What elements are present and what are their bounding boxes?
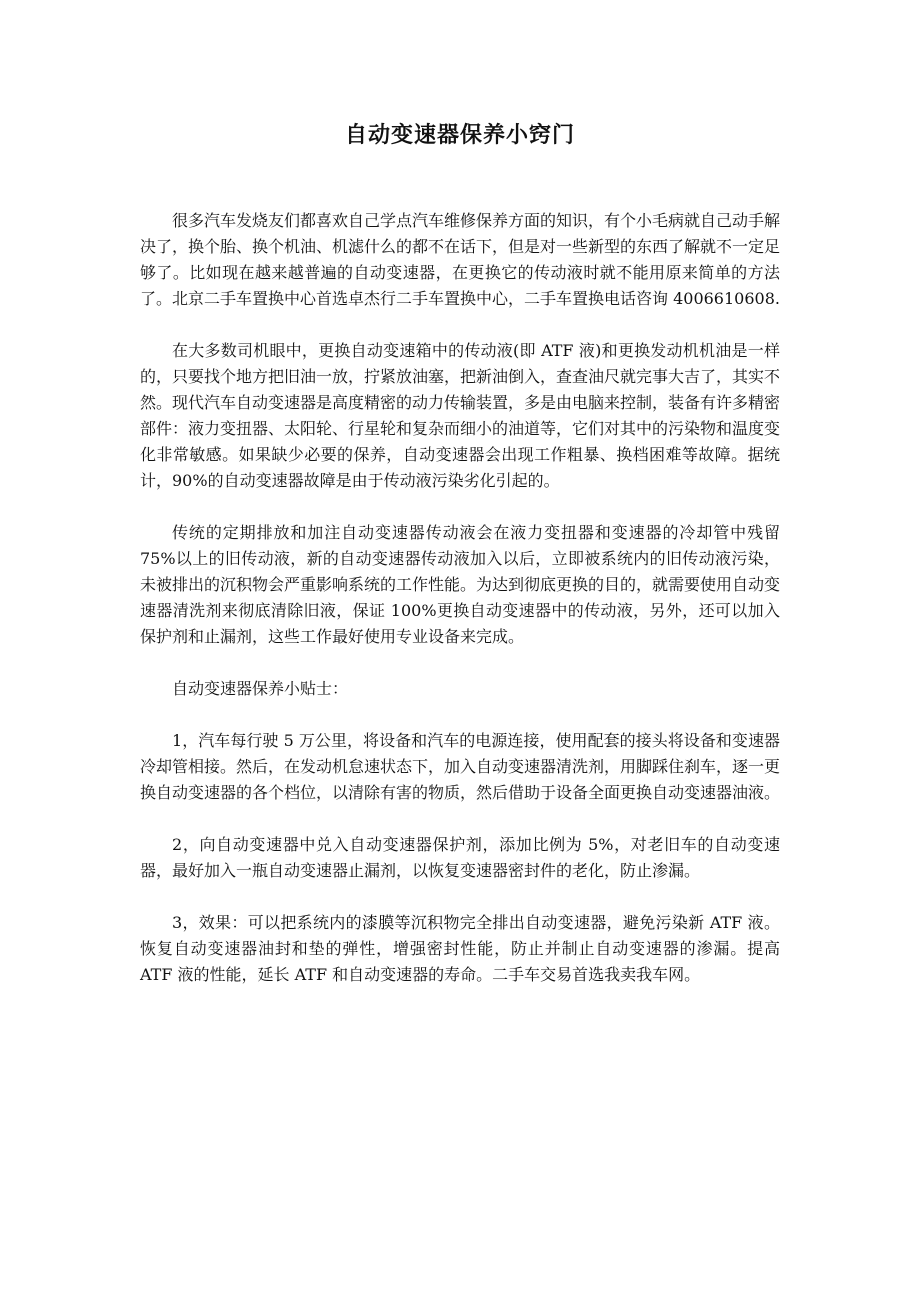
paragraph-intro: 很多汽车发烧友们都喜欢自己学点汽车维修保养方面的知识，有个小毛病就自己动手解决了，换个胎、换个机油、机滤什么的都不在话下，但是对一些新型的东西了解就不一定足够了。比如现在越来越普遍的自动变速器，在更换它的传动液时就不能用原来简单的方法了。北京二手车置换中心首选卓杰行二手车置换中心，二手车置换电话咨询 4006610608. xyxy=(140,211,781,308)
document-title: 自动变速器保养小窍门 xyxy=(344,122,575,148)
document-body xyxy=(140,208,780,1014)
paragraph-atf-misconception: 在大多数司机眼中，更换自动变速箱中的传动液(即 ATF 液)和更换发动机机油是一样的，只要找个地方把旧油一放，拧紧放油塞，把新油倒入，查查油尺就完事大吉了，其实不然。现代汽车自动变速器是高度精密的动力传输装置，多是由电脑来控制，装备有许多精密部件：液力变扭器、太阳轮、行星轮和复杂而细小的油道等，它们对其中的污染物和温度变化非常敏感。如果缺少必要的保养，自动变速器会出现工作粗暴、换档困难等故障。据统计，90%的自动变速器故障是由于传动液污染劣化引起的。 xyxy=(140,341,781,490)
paragraph-tips-heading: 自动变速器保养小贴士： xyxy=(172,679,349,698)
paragraph-tip-3: 3，效果：可以把系统内的漆膜等沉积物完全排出自动变速器，避免污染新 ATF 液。恢复自动变速器油封和垫的弹性，增强密封性能，防止并制止自动变速器的渗漏。提高 ATF 液的性能，延长 ATF 和自动变速器的寿命。二手车交易首选我卖我车网。 xyxy=(140,913,780,984)
paragraph-tip-1: 1，汽车每行驶 5 万公里，将设备和汽车的电源连接，使用配套的接头将设备和变速器冷却管相接。然后，在发动机怠速状态下，加入自动变速器清洗剂，用脚踩住刹车，逐一更换自动变速器的各个档位，以清除有害的物质，然后借助于设备全面更换自动变速器油液。 xyxy=(140,731,781,802)
paragraph-cleaning-method: 传统的定期排放和加注自动变速器传动液会在液力变扭器和变速器的冷却管中残留 75%以上的旧传动液，新的自动变速器传动液加入以后，立即被系统内的旧传动液污染，未被排出的沉积物会严重影响系统的工作性能。为达到彻底更换的目的，就需要使用自动变速器清洗剂来彻底清除旧液，保证 100%更换自动变速器中的传动液，另外，还可以加入保护剂和止漏剂，这些工作最好使用专业设备来完成。 xyxy=(140,523,781,646)
paragraph-tip-2: 2，向自动变速器中兑入自动变速器保护剂，添加比例为 5%，对老旧车的自动变速器，最好加入一瓶自动变速器止漏剂，以恢复变速器密封件的老化，防止渗漏。 xyxy=(140,835,780,880)
